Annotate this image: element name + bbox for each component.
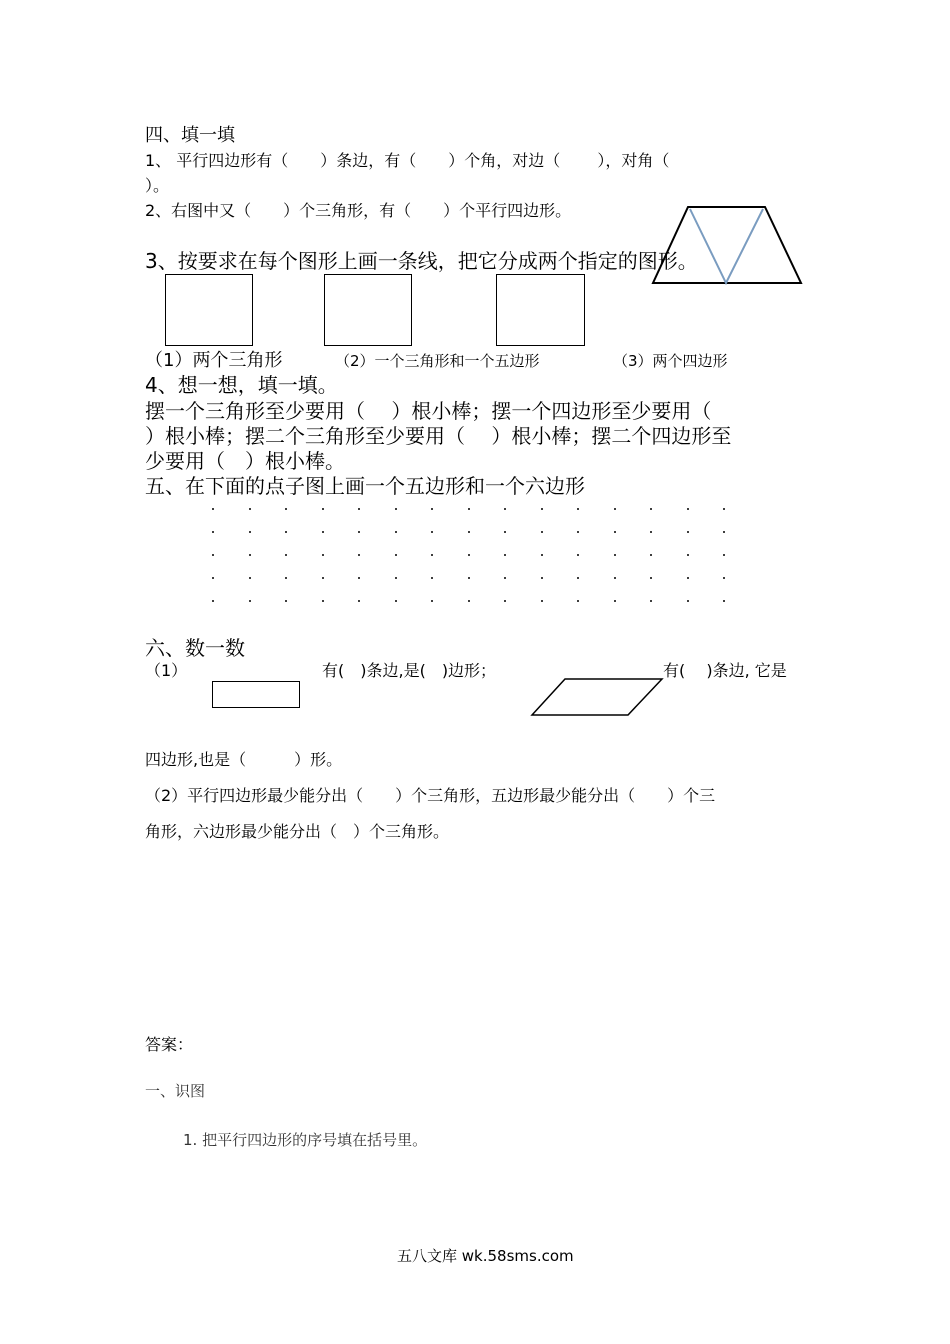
grid-dot <box>541 508 543 510</box>
grid-dot <box>504 508 506 510</box>
trapezoid-figure <box>650 205 805 287</box>
grid-dot <box>468 577 470 579</box>
grid-dot <box>395 577 397 579</box>
label-two-triangles: （1）两个三角形 <box>145 350 283 371</box>
grid-dot <box>285 600 287 602</box>
grid-dot <box>723 600 725 602</box>
q4-line2: ）根小棒；摆二个三角形至少要用（ ）根小棒；摆二个四边形至 <box>145 424 732 448</box>
grid-dot <box>358 531 360 533</box>
grid-dot <box>468 531 470 533</box>
grid-dot <box>285 554 287 556</box>
grid-dot <box>504 531 506 533</box>
trapezoid-inner-lines <box>690 209 763 283</box>
grid-dot <box>285 577 287 579</box>
grid-dot <box>723 508 725 510</box>
grid-dot <box>541 554 543 556</box>
grid-dot <box>322 577 324 579</box>
p1-text-b: 有( )条边, 它是 <box>663 661 787 680</box>
grid-dot <box>249 600 251 602</box>
grid-dot <box>431 531 433 533</box>
p2-line2: 角形，六边形最少能分出（ ）个三角形。 <box>145 822 450 841</box>
grid-dot <box>687 508 689 510</box>
grid-dot <box>431 577 433 579</box>
grid-dot <box>395 531 397 533</box>
grid-dot <box>431 554 433 556</box>
grid-dot <box>723 554 725 556</box>
grid-dot <box>577 600 579 602</box>
grid-dot <box>504 554 506 556</box>
grid-dot <box>212 554 214 556</box>
grid-dot <box>723 577 725 579</box>
grid-dot <box>212 600 214 602</box>
grid-dot <box>577 531 579 533</box>
p1-text-a: 有( )条边,是( )边形； <box>322 661 497 680</box>
q3-text: 3、按要求在每个图形上画一条线，把它分成两个指定的图形。 <box>145 249 698 273</box>
grid-dot <box>650 531 652 533</box>
grid-dot <box>249 508 251 510</box>
grid-dot <box>650 508 652 510</box>
answers-title: 答案： <box>145 1035 194 1054</box>
grid-dot <box>468 508 470 510</box>
grid-dot <box>249 577 251 579</box>
grid-dot <box>541 577 543 579</box>
grid-dot <box>650 554 652 556</box>
grid-dot <box>687 577 689 579</box>
grid-dot <box>395 554 397 556</box>
q2-text: 2、右图中又（ ）个三角形，有（ ）个平行四边形。 <box>145 201 572 220</box>
q1-line2: ）。 <box>145 176 170 195</box>
grid-dot <box>212 531 214 533</box>
grid-dot <box>541 531 543 533</box>
grid-dot <box>614 554 616 556</box>
answers-sub1: 一、识图 <box>145 1082 206 1100</box>
grid-dot <box>687 600 689 602</box>
footer-watermark: 五八文库 wk.58sms.com <box>397 1247 574 1265</box>
grid-dot <box>358 577 360 579</box>
grid-dot <box>577 508 579 510</box>
q4-line3: 少要用（ ）根小棒。 <box>145 449 345 473</box>
grid-dot <box>285 531 287 533</box>
grid-dot <box>650 577 652 579</box>
label-two-quadrilaterals: （3）两个四边形 <box>613 352 728 370</box>
p1-line2: 四边形,也是（ ）形。 <box>145 750 343 769</box>
grid-dot <box>468 600 470 602</box>
grid-dot <box>285 508 287 510</box>
q1-line1: 1、 平行四边形有（ ）条边，有（ ）个角，对边（ ），对角（ <box>145 151 670 170</box>
grid-dot <box>614 508 616 510</box>
grid-dot <box>358 508 360 510</box>
grid-dot <box>358 554 360 556</box>
grid-dot <box>687 531 689 533</box>
grid-dot <box>212 508 214 510</box>
grid-dot <box>468 554 470 556</box>
square-3 <box>496 274 585 346</box>
grid-dot <box>614 577 616 579</box>
grid-dot <box>614 531 616 533</box>
grid-dot <box>322 531 324 533</box>
grid-dot <box>541 600 543 602</box>
grid-dot <box>431 508 433 510</box>
rectangle-shape <box>212 681 300 708</box>
grid-dot <box>249 531 251 533</box>
grid-dot <box>614 600 616 602</box>
label-triangle-pentagon: （2）一个三角形和一个五边形 <box>335 352 540 370</box>
grid-dot <box>322 508 324 510</box>
grid-dot <box>431 600 433 602</box>
grid-dot <box>322 554 324 556</box>
grid-dot <box>687 554 689 556</box>
grid-dot <box>577 577 579 579</box>
grid-dot <box>650 600 652 602</box>
square-1 <box>165 274 253 346</box>
grid-dot <box>395 600 397 602</box>
square-2 <box>324 274 412 346</box>
answers-item1: 1. 把平行四边形的序号填在括号里。 <box>183 1131 428 1149</box>
parallelogram-shape <box>530 678 664 716</box>
grid-dot <box>358 600 360 602</box>
p1-number: （1） <box>145 661 188 680</box>
q4-line1: 摆一个三角形至少要用（ ）根小棒；摆一个四边形至少要用（ <box>145 399 712 423</box>
grid-dot <box>322 600 324 602</box>
section5-title: 五、在下面的点子图上画一个五边形和一个六边形 <box>145 474 585 498</box>
grid-dot <box>504 577 506 579</box>
grid-dot <box>723 531 725 533</box>
grid-dot <box>212 577 214 579</box>
grid-dot <box>249 554 251 556</box>
section6-title: 六、数一数 <box>145 636 245 660</box>
grid-dot <box>395 508 397 510</box>
dot-grid <box>200 500 740 610</box>
q4-title: 4、想一想，填一填。 <box>145 373 338 397</box>
section4-title: 四、填一填 <box>145 125 235 146</box>
grid-dot <box>504 600 506 602</box>
p2-line1: （2）平行四边形最少能分出（ ）个三角形，五边形最少能分出（ ）个三 <box>145 786 716 805</box>
grid-dot <box>577 554 579 556</box>
